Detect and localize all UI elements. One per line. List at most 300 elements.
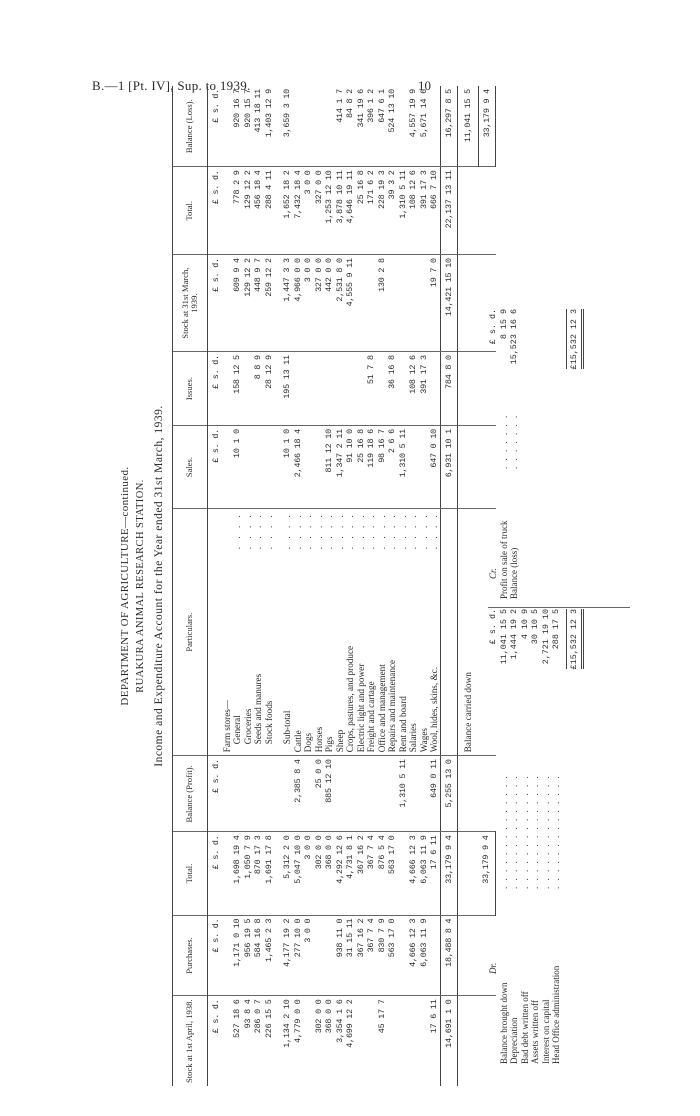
amount-cell: 448 9 7 [253, 255, 264, 352]
amount-cell [377, 756, 388, 832]
amount-cell: 3 0 0 [303, 167, 314, 255]
debit-item-amount: 288 17 5 [551, 609, 561, 650]
credit-item [499, 309, 510, 599]
total-cell: 22,137 13 11 [440, 167, 458, 255]
amount-cell [222, 426, 233, 509]
units-label: £ s. d. [208, 426, 222, 509]
debit-item-label: Assets written off [530, 1000, 540, 1064]
amount-cell: 5,671 14 6 [419, 86, 430, 167]
particulars-cell [387, 509, 398, 756]
amount-cell: 3,659 3 10 [282, 86, 293, 167]
amount-cell: 414 1 7 [335, 86, 346, 167]
table-header-row [173, 86, 208, 1086]
grand-total-left: 33,179 9 4 [478, 832, 496, 915]
amount-cell: 4,779 0 0 [292, 999, 303, 1043]
amount-cell [274, 167, 282, 255]
credit-units: £ s. d. [488, 309, 498, 345]
amount-cell [356, 996, 367, 1086]
amount-cell [243, 352, 254, 426]
amount-cell [356, 756, 367, 832]
amount-cell [398, 352, 409, 426]
amount-cell: 98 16 7 [377, 426, 388, 509]
amount-cell: 647 6 1 [377, 86, 388, 167]
leader-dots: . . . . . . . [498, 413, 509, 469]
amount-cell: 2 6 6 [387, 426, 398, 509]
amount-cell [264, 426, 275, 509]
amount-cell [222, 86, 233, 167]
amount-cell [274, 915, 282, 996]
table-row [282, 86, 293, 1086]
leader-dots: . . . . [303, 512, 313, 550]
amount-cell [366, 996, 377, 1086]
particular-label: Cattle [292, 730, 303, 753]
table-row [345, 86, 356, 1086]
amount-cell: 19 7 0 [429, 255, 440, 352]
debit-item-amount: 1,444 19 2 [509, 609, 519, 660]
units-row [208, 86, 222, 1086]
leader-dots: . . . . [355, 512, 366, 550]
col-header: Total. [173, 832, 208, 915]
leader-dots: . . . . [282, 512, 292, 550]
col-header: Balance (Profit). [173, 756, 208, 832]
debit-item-label: Depreciation [509, 1017, 519, 1064]
particulars-cell [440, 509, 458, 756]
leader-dots: . . . . . . . . . . . . . . [509, 774, 519, 889]
amount-cell: 885 12 10 [324, 756, 335, 832]
amount-cell: 1,050 7 9 [243, 832, 254, 915]
amount-cell [356, 255, 367, 352]
leader-dots: . . . . . . . . . . . . . . [540, 774, 551, 889]
amount-cell: 129 12 2 [243, 167, 254, 255]
amount-cell [408, 756, 419, 832]
amount-cell: 391 17 3 [419, 167, 430, 255]
leader-dots: . . . . [376, 512, 387, 550]
amount-cell: 3 0 0 [303, 915, 314, 996]
amount-cell [419, 255, 430, 352]
debit-units: £ s. d. [488, 609, 498, 645]
amount-cell: 876 5 4 [377, 832, 388, 915]
amount-cell [345, 756, 356, 832]
units-label: £ s. d. [208, 832, 222, 915]
amount-cell: 609 9 4 [232, 255, 243, 352]
credit-block [488, 299, 630, 608]
amount-cell [314, 352, 325, 426]
table-row [303, 86, 314, 1086]
total-cell: 16,297 8 5 [440, 86, 458, 167]
amount-cell: 5,312 2 0 [282, 832, 293, 915]
amount-cell: 1,171 0 10 [232, 915, 243, 996]
amount-cell: 2,531 8 0 [335, 255, 346, 352]
leader-dots: . . . . [387, 512, 397, 550]
particular-label: Electric light and power [355, 663, 366, 753]
table-row [356, 86, 367, 1086]
particular-label: Freight and cartage [366, 681, 376, 753]
leader-dots: . . . . [408, 512, 418, 550]
total-cell: 14,691 1 0 [440, 996, 458, 1086]
amount-cell: 288 4 11 [264, 167, 275, 255]
amount-cell: 17 6 11 [429, 832, 440, 915]
table-row [366, 86, 377, 1086]
amount-cell: 17 6 11 [429, 999, 439, 1034]
amount-cell: 830 7 9 [377, 915, 388, 996]
amount-cell: 649 0 11 [429, 756, 440, 832]
amount-cell [419, 996, 430, 1086]
particular-label: Stock foods [263, 700, 274, 745]
amount-cell: 4,292 12 6 [335, 832, 346, 915]
amount-cell [253, 756, 264, 832]
debit-item-amount: 2,721 19 10 [540, 609, 551, 665]
amount-cell [303, 352, 314, 426]
amount-cell: 442 0 0 [324, 255, 335, 352]
amount-cell [243, 756, 254, 832]
amount-cell [314, 426, 325, 509]
amount-cell [222, 255, 233, 352]
table-row [377, 86, 388, 1086]
amount-cell [356, 352, 367, 426]
amount-cell: 4,731 8 1 [345, 832, 356, 915]
table-row [264, 86, 275, 1086]
amount-cell [282, 756, 293, 832]
amount-cell [335, 352, 346, 426]
col-header: Total. [173, 167, 208, 255]
amount-cell: 368 0 0 [324, 999, 334, 1034]
amount-cell: 396 1 2 [366, 86, 377, 167]
amount-cell: 10 1 0 [232, 426, 243, 509]
amount-cell: 563 17 0 [387, 832, 398, 915]
amount-cell: 584 16 8 [253, 915, 264, 996]
debit-item-label: Bad debt written off [519, 991, 530, 1064]
amount-cell: 327 0 0 [314, 255, 325, 352]
amount-cell [274, 756, 282, 832]
particular-label: Farm stores— [221, 699, 232, 753]
amount-cell: 93 8 4 [242, 999, 253, 1029]
amount-cell: 226 15 5 [263, 999, 274, 1039]
amount-cell [408, 426, 419, 509]
amount-cell: 2,466 18 4 [293, 426, 304, 509]
amount-cell: 1,403 12 9 [264, 86, 275, 167]
table-row [398, 86, 409, 1086]
amount-cell: 158 12 5 [232, 352, 243, 426]
debit-item-amount: 4 10 9 [519, 609, 530, 640]
credit-item-amount: 8 15 9 [498, 309, 509, 340]
particulars-cell [356, 509, 367, 756]
debit-item [509, 609, 520, 1064]
amount-cell: 195 13 11 [282, 352, 293, 426]
amount-cell: 130 2 8 [377, 255, 388, 352]
amount-cell: 956 19 5 [243, 915, 254, 996]
amount-cell [419, 426, 430, 509]
amount-cell [293, 352, 304, 426]
amount-cell: 6,063 11 9 [419, 915, 430, 996]
amount-cell [222, 915, 233, 996]
units-label: £ s. d. [208, 167, 222, 255]
amount-cell: 3 0 0 [303, 832, 314, 915]
particulars-cell [243, 509, 254, 756]
particular-label: Rent and board [397, 696, 408, 753]
debit-item-label: Interest on capital [540, 999, 551, 1064]
amount-cell [314, 86, 325, 167]
amount-cell [398, 255, 409, 352]
leader-dots: . . . . [345, 512, 355, 550]
amount-cell: 367 7 4 [366, 915, 377, 996]
leader-dots: . . . . . . . . . . . . . . [498, 774, 509, 889]
particulars-cell [314, 509, 325, 756]
amount-cell [274, 996, 282, 1086]
amount-cell: 4,557 19 9 [408, 86, 419, 167]
amount-cell: 870 17 3 [253, 832, 264, 915]
amount-cell [398, 86, 409, 167]
document-reference: B.—1 [Pt. IV], Sup. to 1939. [92, 78, 251, 93]
particulars-cell [222, 509, 233, 756]
account-table [172, 86, 496, 1086]
amount-cell: 84 8 2 [345, 86, 356, 167]
particular-label: Repairs and maintenance [387, 659, 397, 753]
amount-cell: 10 1 0 [282, 426, 293, 509]
units-label: £ s. d. [208, 756, 222, 832]
debit-item-label: Balance brought down [498, 982, 509, 1064]
debit-item [551, 609, 562, 1064]
particular-label: Seeds and manures [253, 673, 263, 745]
particular-label: Pigs [324, 736, 334, 753]
amount-cell: 1,310 5 11 [398, 167, 409, 255]
amount-cell [274, 426, 282, 509]
amount-cell [419, 756, 430, 832]
leader-dots: . . . . [397, 512, 408, 550]
table-body [208, 86, 496, 1086]
totals-row [440, 86, 458, 1086]
particular-label: Sheep [334, 729, 345, 753]
amount-cell: 277 10 0 [293, 915, 304, 996]
amount-cell: 456 18 4 [253, 167, 264, 255]
amount-cell [314, 915, 325, 996]
col-header: Issues. [173, 352, 208, 426]
debit-item-amount: 11,041 15 5 [498, 609, 509, 665]
amount-cell [408, 996, 419, 1086]
units-label: £ s. d. [208, 255, 222, 352]
amount-cell [243, 426, 254, 509]
amount-cell [429, 352, 440, 426]
debit-heading: Dr. [488, 962, 498, 974]
amount-cell: 259 12 2 [264, 255, 275, 352]
amount-cell [264, 756, 275, 832]
leader-dots: . . . . [429, 512, 439, 550]
leader-dots: . . . . [418, 512, 429, 550]
amount-cell: 563 17 0 [387, 915, 398, 996]
debit-items [499, 609, 562, 1064]
leader-dots: . . . . [324, 512, 334, 550]
units-label: £ s. d. [208, 915, 222, 996]
col-header: Stock at 31st March, 1939. [173, 255, 208, 352]
amount-cell: 45 17 7 [376, 999, 387, 1034]
particulars-cell [408, 509, 419, 756]
amount-cell: 1,698 19 4 [232, 832, 243, 915]
table-row [293, 86, 304, 1086]
amount-cell [324, 86, 335, 167]
amount-cell: 1,310 5 11 [398, 756, 409, 832]
leader-dots: . . . . . . . . . . . . . . [551, 774, 561, 889]
amount-cell [398, 996, 409, 1086]
amount-cell [345, 352, 356, 426]
amount-cell: 1,253 12 10 [324, 167, 335, 255]
particulars-cell [282, 509, 293, 756]
amount-cell: 28 12 9 [264, 352, 275, 426]
particular-label: Sub-total [282, 710, 292, 745]
amount-cell: 327 0 0 [314, 167, 325, 255]
amount-cell: 91 10 0 [345, 426, 356, 509]
total-cell: 6,931 10 1 [440, 426, 458, 509]
amount-cell [274, 352, 282, 426]
leader-dots: . . . . [263, 512, 274, 550]
debit-item [499, 609, 510, 1064]
total-cell: 18,488 8 4 [440, 915, 458, 996]
amount-cell: 302 0 0 [314, 832, 325, 915]
particulars-cell [303, 509, 314, 756]
col-header: Particulars. [173, 509, 208, 756]
amount-cell: 119 18 6 [366, 426, 377, 509]
amount-cell [303, 756, 314, 832]
amount-cell: 4,177 19 2 [282, 915, 293, 996]
balance-carried-down-label: Balance carried down [458, 509, 479, 756]
amount-cell: 920 15 7 [243, 86, 254, 167]
particular-label: Groceries [242, 708, 253, 745]
amount-cell: 25 16 8 [356, 167, 367, 255]
amount-cell: 367 16 2 [356, 832, 367, 915]
amount-cell: 1,310 5 11 [398, 426, 409, 509]
amount-cell: 368 0 0 [324, 832, 335, 915]
credit-items [499, 299, 520, 599]
amount-cell: 108 12 6 [408, 352, 419, 426]
department-title: DEPARTMENT OF AGRICULTURE—continued. [119, 466, 131, 706]
balance-carried-down-row [458, 86, 479, 1086]
leader-dots: . . . . . . . . . . . . . . [519, 774, 530, 889]
amount-cell [274, 255, 282, 352]
amount-cell [398, 915, 409, 996]
particulars-cell [253, 509, 264, 756]
leader-dots: . . . . [292, 512, 303, 550]
amount-cell: 39 3 2 [387, 167, 398, 255]
particulars-cell [398, 509, 409, 756]
amount-cell: 31 15 11 [345, 915, 356, 996]
amount-cell [232, 756, 243, 832]
leader-dots: . . . . [253, 512, 263, 550]
amount-cell: 4,699 12 2 [345, 999, 355, 1048]
balance-carried-down-amount: 11,041 15 5 [458, 86, 479, 167]
table-row [429, 86, 440, 1086]
credit-item-amount: 15,523 16 6 [509, 309, 519, 365]
amount-cell: 286 0 7 [253, 999, 263, 1034]
leader-dots: . . . . . . . . . . . . . . [530, 774, 540, 889]
debit-item [520, 609, 531, 1064]
total-cell: 33,179 9 4 [440, 832, 458, 915]
rotated-account-page [112, 86, 642, 1086]
col-header: Stock at 1st April, 1938. [173, 996, 208, 1086]
amount-cell: 413 18 11 [253, 86, 264, 167]
particular-label: Wool, hides, skins, &c. [429, 667, 439, 753]
col-header: Sales. [173, 426, 208, 509]
amount-cell [335, 756, 346, 832]
page-number: 10 [418, 78, 431, 93]
amount-cell [366, 255, 377, 352]
amount-cell [274, 86, 282, 167]
amount-cell: 666 7 10 [429, 167, 440, 255]
particular-label: Crops, pastures, and produce [345, 645, 355, 753]
credit-item-label: Profit on sale of truck [498, 520, 509, 599]
amount-cell: 171 6 2 [366, 167, 377, 255]
table-row [387, 86, 398, 1086]
amount-cell [222, 832, 233, 915]
amount-cell: 302 0 0 [313, 999, 324, 1034]
amount-cell [222, 756, 233, 832]
amount-cell: 391 17 3 [419, 352, 430, 426]
amount-cell [377, 352, 388, 426]
amount-cell [303, 996, 314, 1086]
amount-cell [222, 167, 233, 255]
amount-cell: 5,047 10 0 [293, 832, 304, 915]
amount-cell: 524 13 10 [387, 86, 398, 167]
amount-cell: 1,691 17 8 [264, 832, 275, 915]
amount-cell: 4,966 0 0 [293, 255, 304, 352]
amount-cell: 51 7 8 [366, 352, 377, 426]
amount-cell: 7,432 18 4 [293, 167, 304, 255]
leader-dots: . . . . [334, 512, 345, 550]
debit-item [541, 609, 552, 1064]
account-title: Income and Expenditure Account for the Year ended 31st March, 1939. [153, 405, 165, 767]
total-cell: 14,421 15 10 [440, 255, 458, 352]
amount-cell: 938 11 0 [335, 915, 346, 996]
amount-cell [253, 426, 264, 509]
amount-cell: 25 0 0 [314, 756, 325, 832]
amount-cell: 3,878 10 11 [335, 167, 346, 255]
amount-cell: 1,447 3 3 [282, 255, 293, 352]
particulars-cell [377, 509, 388, 756]
debit-item [530, 609, 541, 1064]
amount-cell: 3,354 1 6 [334, 999, 345, 1043]
units-label: £ s. d. [208, 352, 222, 426]
amount-cell: 4,666 12 3 [408, 915, 419, 996]
credit-item [509, 309, 520, 599]
amount-cell [429, 86, 440, 167]
amount-cell [366, 756, 377, 832]
amount-cell: 341 19 6 [356, 86, 367, 167]
amount-cell: 1,652 18 2 [282, 167, 293, 255]
particular-label: Horses [313, 726, 324, 753]
total-cell: 5,255 13 0 [440, 756, 458, 832]
table-row [324, 86, 335, 1086]
table-row [419, 86, 430, 1086]
credit-total: £15,532 12 3 [566, 309, 585, 369]
amount-cell [303, 426, 314, 509]
amount-cell: 778 2 9 [232, 167, 243, 255]
amount-cell: 129 12 2 [243, 255, 254, 352]
amount-cell: 920 16 7 [232, 86, 243, 167]
amount-cell [303, 86, 314, 167]
amount-cell: 1,134 2 10 [282, 999, 292, 1048]
leader-dots: . . . . [313, 512, 324, 550]
particular-label: Salaries [408, 723, 418, 753]
credit-heading: Cr. [488, 568, 498, 579]
table-row [314, 86, 325, 1086]
amount-cell: 647 0 10 [429, 426, 440, 509]
amount-cell [387, 756, 398, 832]
col-header: Purchases. [173, 915, 208, 996]
col-header: Balance (Loss). [173, 86, 208, 167]
amount-cell: 367 7 4 [366, 832, 377, 915]
particulars-cell [274, 509, 282, 756]
particulars-cell [293, 509, 304, 756]
particular-label: General [232, 715, 242, 745]
amount-cell [408, 255, 419, 352]
particulars-cell [345, 509, 356, 756]
